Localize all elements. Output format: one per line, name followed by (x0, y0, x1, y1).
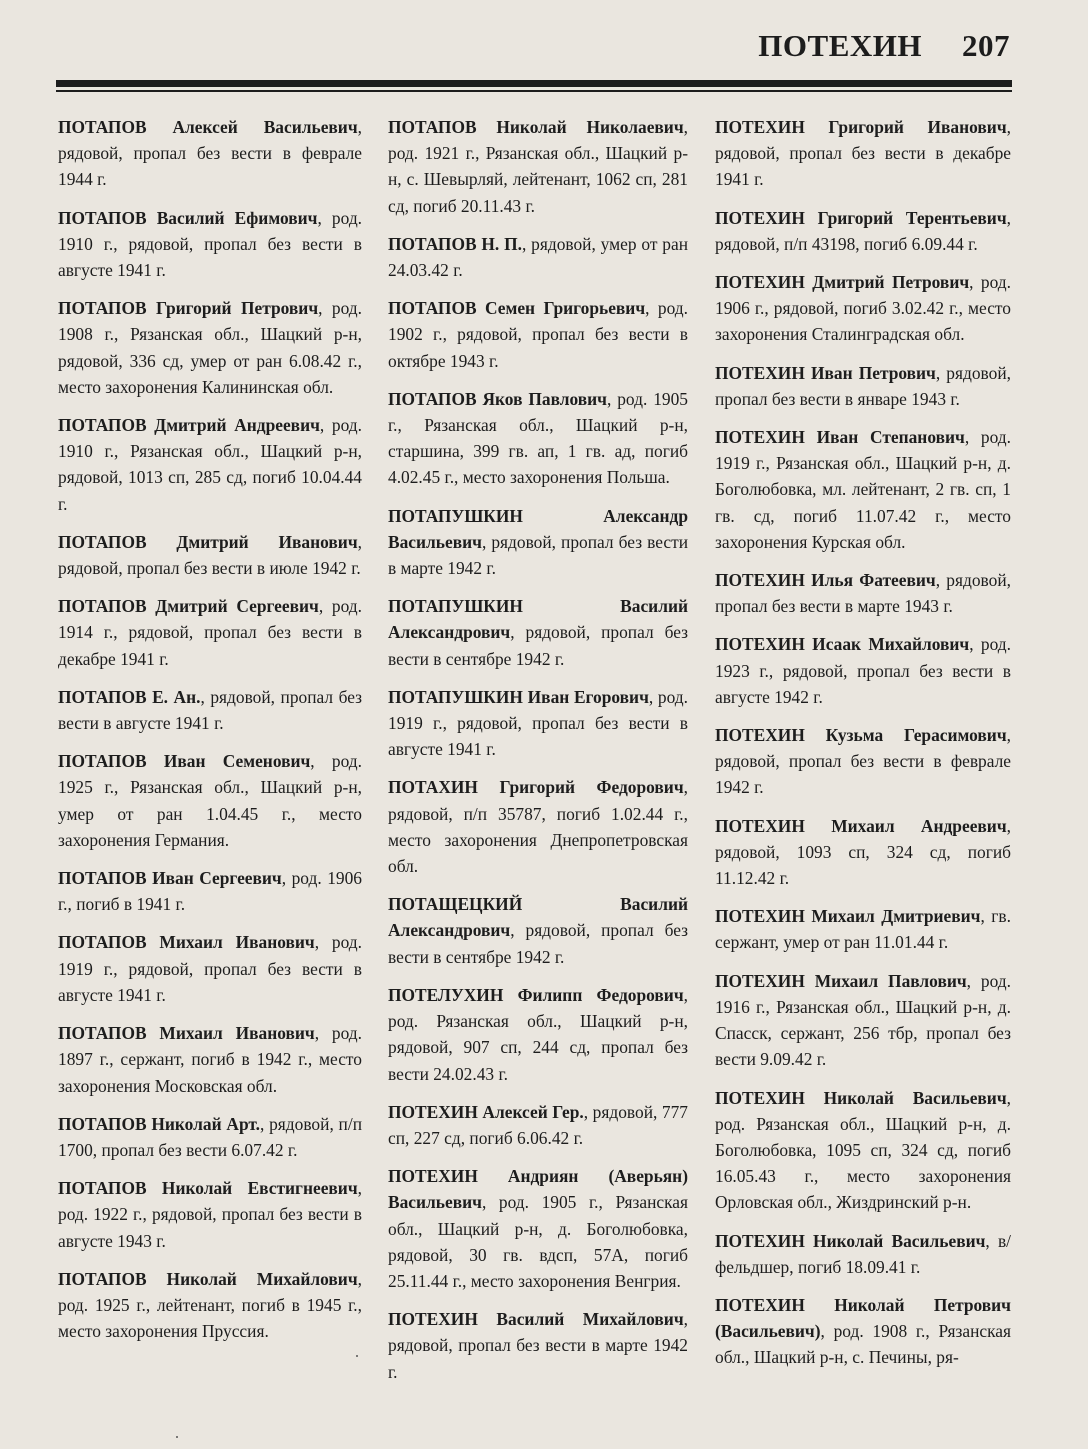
entry-text: , род. 1922 г., рядовой, пропал без вести в августе 1943 г. (58, 1178, 362, 1251)
entry (58, 865, 362, 917)
entry (715, 114, 1011, 193)
entry (388, 1099, 688, 1151)
entry-text: , рядовой, пропал без вести в марте 1942 г. (388, 1309, 688, 1382)
entry (715, 631, 1011, 710)
entry (58, 1266, 362, 1345)
entry (388, 295, 688, 374)
column-1 (58, 114, 362, 1356)
entry-name: ПОТАПУШКИН Василий Александрович (388, 596, 688, 643)
entry-name: ПОТАПОВ Дмитрий Андреевич (58, 415, 320, 436)
entry (58, 1020, 362, 1099)
entry-name: ПОТАПОВ Василий Ефимович (58, 207, 318, 228)
entry-name: ПОТЕХИН Андриян (Аверьян) Васильевич (388, 1166, 688, 1213)
entry-text: , род. 1919 г., рядовой, пропал без вести в августе 1941 г. (388, 686, 688, 760)
entry-text: , рядовой, пропал без вести в сентябре 1942 г. (388, 920, 688, 967)
entry (388, 891, 688, 970)
entry-name: ПОТЕХИН Михаил Дмитриевич (715, 906, 981, 927)
entry-name: ПОТАЩЕЦКИЙ Василий Александрович (388, 894, 688, 941)
entry-text: , род. 1916 г., Рязанская обл., Шацкий р-н, д. Спасск, сержант, 256 тбр, пропал без вести 9.09.42 г. (715, 970, 1012, 1070)
entry-text: , рядовой, п/п 43198, погиб 6.09.44 г. (715, 207, 1011, 254)
entry-name: ПОТЕХИН Алексей Гер. (388, 1101, 584, 1122)
entry-text: , рядовой, пропал без вести в январе 1943 г. (715, 362, 1011, 409)
entry-text: , рядовой, пропал без вести в марте 1943 г. (715, 570, 1011, 617)
entry-text: , род. 1897 г., сержант, погиб в 1942 г., место захоронения Московская обл. (58, 1023, 363, 1096)
entry-text: , рядовой, пропал без вести в августе 1941 г. (58, 686, 363, 734)
entry (388, 386, 688, 491)
entry-text: , род. 1906 г., погиб в 1941 г. (58, 868, 362, 915)
entry-text: , рядовой, п/п 1700, пропал без вести 6.07.42 г. (58, 1113, 363, 1160)
entry (715, 360, 1011, 412)
entry (388, 982, 688, 1087)
running-title: ПОТЕХИН (758, 28, 922, 63)
entry-text: , рядовой, пропал без вести в феврале 1944 г. (58, 117, 362, 190)
entry-name: ПОТЕХИН Григорий Иванович (715, 117, 1007, 137)
entry-name: ПОТЕХИН Василий Михайлович (388, 1309, 684, 1330)
entry-text: , в/фельдшер, погиб 18.09.41 г. (715, 1230, 1011, 1277)
entry-name: ПОТАХИН Григорий Федорович (388, 777, 684, 798)
entry-text: , род. Рязанская обл., Шацкий р-н, рядовой, 907 сп, 244 сд, пропал без вести 24.02.43 г. (388, 984, 688, 1084)
page-number: 207 (962, 28, 1010, 63)
entry (715, 424, 1011, 555)
entry (715, 1228, 1011, 1280)
entry-text: , род. 1921 г., Рязанская обл., Шацкий р-н, с. Шевырляй, лейтенант, 1062 сп, 281 сд, погиб 20.11.43 г. (388, 117, 688, 216)
entry (58, 529, 362, 581)
entry-text: , рядовой, пропал без вести в декабре 1941 г. (715, 117, 1011, 190)
entry (58, 748, 362, 853)
entry-name: ПОТЕХИН Григорий Терентьевич (715, 207, 1007, 228)
entry-name: ПОТЕХИН Кузьма Герасимович (715, 725, 1007, 746)
entry (58, 1111, 362, 1163)
entry-text: , род. 1902 г., рядовой, пропал без вести в октябре 1943 г. (388, 298, 689, 371)
entry-text: , род. 1914 г., рядовой, пропал без вести в декабре 1941 г. (58, 596, 362, 669)
entry-text: , рядовой, пропал без вести в сентябре 1942 г. (388, 622, 688, 669)
entry (715, 1085, 1011, 1216)
entry-name: ПОТАПОВ Николай Арт. (58, 1113, 260, 1134)
entry (715, 813, 1011, 892)
entry-text: , род. 1908 г., Рязанская обл., Шацкий р-н, рядовой, 336 сд, умер от ран 6.08.42 г., место захоронения Калининская обл. (58, 298, 362, 397)
entry-name: ПОТЕХИН Дмитрий Петрович (715, 272, 970, 293)
entry (715, 1292, 1011, 1371)
entry-name: ПОТАПОВ Михаил Иванович (58, 1023, 315, 1044)
entry (388, 1306, 688, 1385)
entry (715, 269, 1011, 348)
entry (715, 903, 1011, 955)
entry-name: ПОТЕХИН Михаил Павлович (715, 970, 967, 991)
entry-name: ПОТАПОВ Н. П. (388, 233, 522, 254)
entry-name: ПОТАПУШКИН Александр Васильевич (388, 505, 688, 552)
entry-text: , гв. сержант, умер от ран 11.01.44 г. (715, 906, 1011, 953)
entry (58, 205, 362, 284)
entry-name: ПОТАПОВ Яков Павлович (388, 388, 607, 409)
entry-name: ПОТАПОВ Михаил Иванович (58, 932, 315, 953)
entry-text: , род. 1905 г., Рязанская обл., Шацкий р-н, д. Боголюбовка, рядовой, 30 гв. вдсп, 57А, погиб 25.11.44 г., место захоронения Венгрия. (388, 1192, 688, 1291)
entry (388, 684, 688, 763)
entry-text: , род. 1910 г., рядовой, пропал без вести в августе 1941 г. (58, 207, 363, 281)
entry-name: ПОТЕХИН Михаил Андреевич (715, 815, 1007, 836)
entry (388, 1163, 688, 1294)
entry-name: ПОТЕХИН Илья Фатеевич (715, 570, 936, 591)
entry (388, 774, 688, 879)
entry (58, 929, 362, 1008)
entry-text: , рядовой, пропал без вести в марте 1942 г. (388, 531, 688, 579)
entry (715, 567, 1011, 619)
entry-text: , род. 1919 г., Рязанская обл., Шацкий р-н, д. Боголюбовка, мл. лейтенант, 2 гв. сп, 1 гв. сд, погиб 11.07.42 г., место захоронения Курская обл. (715, 427, 1011, 552)
entry-name: ПОТАПОВ Алексей Васильевич (58, 117, 358, 137)
entry-name: ПОТЕХИН Николай Петрович (Васильевич) (715, 1294, 1011, 1342)
entry-text: , род. 1923 г., рядовой, пропал без вести в августе 1942 г. (715, 634, 1011, 707)
entry (58, 114, 362, 193)
entry (58, 684, 362, 736)
entry-name: ПОТЕХИН Николай Васильевич (715, 1230, 986, 1251)
entry-name: ПОТЕХИН Николай Васильевич (715, 1087, 1007, 1108)
entry-name: ПОТЕХИН Иван Петрович (715, 362, 936, 383)
column-3 (715, 114, 1011, 1383)
entry-text: , род. 1906 г., рядовой, погиб 3.02.42 г., место захоронения Сталинградская обл. (715, 272, 1012, 345)
entry-text: , рядовой, 777 сп, 227 сд, погиб 6.06.42 г. (388, 1101, 688, 1148)
entry-text: , рядовой, 1093 сп, 324 сд, погиб 11.12.42 г. (715, 815, 1011, 889)
entry-text: , рядовой, п/п 35787, погиб 1.02.44 г., место захоронения Днепропетровская обл. (388, 777, 688, 877)
entry (715, 722, 1011, 801)
entry-text: , рядовой, пропал без вести в феврале 1942 г. (715, 725, 1011, 798)
entry-name: ПОТАПОВ Е. Ан. (58, 686, 201, 707)
entry-text: , род. 1925 г., лейтенант, погиб в 1945 г., место захоронения Пруссия. (58, 1268, 362, 1342)
entry (388, 114, 688, 219)
entry-name: ПОТАПОВ Дмитрий Сергеевич (58, 596, 319, 617)
entry-name: ПОТЕЛУХИН Филипп Федорович (388, 984, 684, 1005)
entry-text: , рядовой, пропал без вести в июле 1942 г. (58, 531, 362, 579)
entry-name: ПОТЕХИН Исаак Михайлович (715, 634, 970, 655)
entry-name: ПОТАПОВ Григорий Петрович (58, 298, 319, 319)
entry (58, 295, 362, 400)
entry (58, 593, 362, 672)
entry-text: , род. 1905 г., Рязанская обл., Шацкий р-н, старшина, 399 гв. ап, 1 гв. ад, погиб 4.02.45 г., место захоронения Польша. (388, 388, 688, 488)
speck (176, 1436, 178, 1438)
column-2 (388, 114, 688, 1397)
entry-name: ПОТЕХИН Иван Степанович (715, 427, 965, 448)
entry-name: ПОТАПОВ Семен Григорьевич (388, 298, 646, 319)
entry-name: ПОТАПОВ Иван Семенович (58, 751, 311, 772)
speck (356, 1355, 358, 1357)
entry-name: ПОТАПОВ Николай Николаевич (388, 117, 684, 137)
entry (715, 968, 1011, 1073)
header-rule-thin (56, 90, 1012, 92)
entry-text: , род. Рязанская обл., Шацкий р-н, д. Боголюбовка, 1095 сп, 324 сд, погиб 16.05.43 г., место захоронения Орловская обл., Жиздринский р-н. (715, 1087, 1011, 1213)
entry-text: , род. 1910 г., Рязанская обл., Шацкий р-н, рядовой, 1013 сп, 285 сд, погиб 10.04.44 г. (58, 415, 363, 514)
entry-text: , рядовой, умер от ран 24.03.42 г. (388, 233, 689, 281)
entry (388, 503, 688, 582)
entry-text: , род. 1919 г., рядовой, пропал без вести в августе 1941 г. (58, 932, 363, 1005)
entry-text: , род. 1925 г., Рязанская обл., Шацкий р-н, умер от ран 1.04.45 г., место захоронения Германия. (58, 751, 362, 850)
entry (58, 412, 362, 517)
entry (388, 593, 688, 672)
entry-name: ПОТАПУШКИН Иван Егорович (388, 686, 649, 707)
entry (388, 231, 688, 283)
entry-name: ПОТАПОВ Николай Михайлович (58, 1268, 358, 1289)
entry-name: ПОТАПОВ Иван Сергеевич (58, 868, 282, 889)
entry-name: ПОТАПОВ Николай Евстигнеевич (58, 1178, 358, 1199)
entry-name: ПОТАПОВ Дмитрий Иванович (58, 531, 358, 552)
entry (715, 205, 1011, 257)
header-rule-thick (56, 80, 1012, 87)
entry (58, 1175, 362, 1254)
entry-text: , род. 1908 г., Рязанская обл., Шацкий р-н, с. Печины, ря- (715, 1321, 1011, 1368)
running-head (758, 28, 1010, 64)
